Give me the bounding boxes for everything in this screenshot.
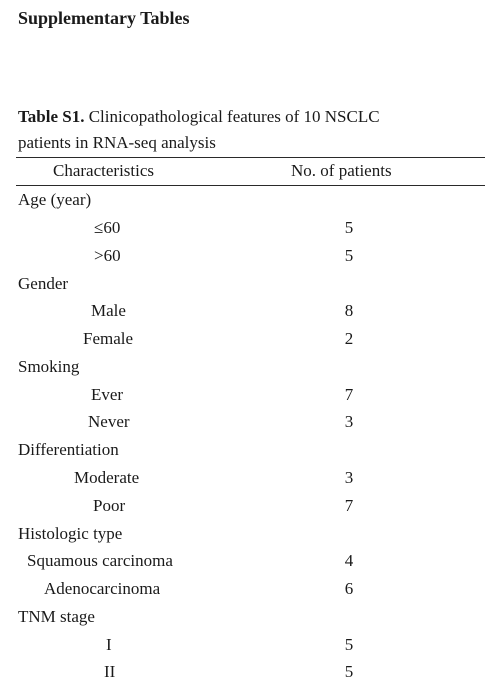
caption-text-1: Clinicopathological features of 10 NSCLC [84,107,380,126]
row-value: 7 [344,496,354,515]
page-title: Supplementary Tables [18,8,190,28]
table-row [0,214,486,242]
table-row [0,631,486,659]
table-row [0,520,486,548]
row-label: Moderate [74,468,140,487]
table-row [0,492,486,520]
caption-text-2: patients in RNA-seq analysis [18,133,216,152]
row-label: Differentiation [18,440,119,459]
table-row [0,658,486,686]
table-caption [18,104,478,156]
column-header-patients: No. of patients [291,161,392,180]
table-row [0,297,486,325]
table-row [0,464,486,492]
column-header-characteristics: Characteristics [53,161,155,180]
table-row [0,353,486,381]
row-label: Male [91,301,126,320]
caption-line-1 [18,104,478,130]
row-value: 3 [344,468,354,487]
row-label: Female [83,329,134,348]
row-label: II [104,662,116,681]
row-label: >60 [94,246,121,265]
row-label: ≤60 [94,218,121,237]
row-value: 3 [344,412,354,431]
table-row [0,242,486,270]
table-row [0,547,486,575]
row-label: Poor [93,496,126,515]
row-label: Age (year) [18,190,92,209]
table-label: Table S1. [18,107,85,126]
row-label: Ever [91,385,124,404]
row-value: 5 [344,246,354,265]
row-value: 5 [344,662,354,681]
table-top-rule [16,157,485,158]
row-label: I [106,635,112,654]
row-value: 4 [344,551,354,570]
row-label: Adenocarcinoma [44,579,161,598]
row-value: 2 [344,329,354,348]
row-label: Smoking [18,357,80,376]
table-row [0,186,486,214]
row-label: TNM stage [18,607,95,626]
table-row [0,381,486,409]
row-value: 5 [344,218,354,237]
row-label: Never [88,412,130,431]
row-value: 5 [344,635,354,654]
row-label: Histologic type [18,524,123,543]
row-label: Gender [18,274,69,293]
row-value: 7 [344,385,354,404]
table-row [0,575,486,603]
table-row [0,603,486,631]
table-row [0,270,486,298]
row-label: Squamous carcinoma [27,551,173,570]
table-row [0,408,486,436]
row-value: 6 [344,579,354,598]
table-row [0,325,486,353]
table-row [0,436,486,464]
row-value: 8 [344,301,354,320]
